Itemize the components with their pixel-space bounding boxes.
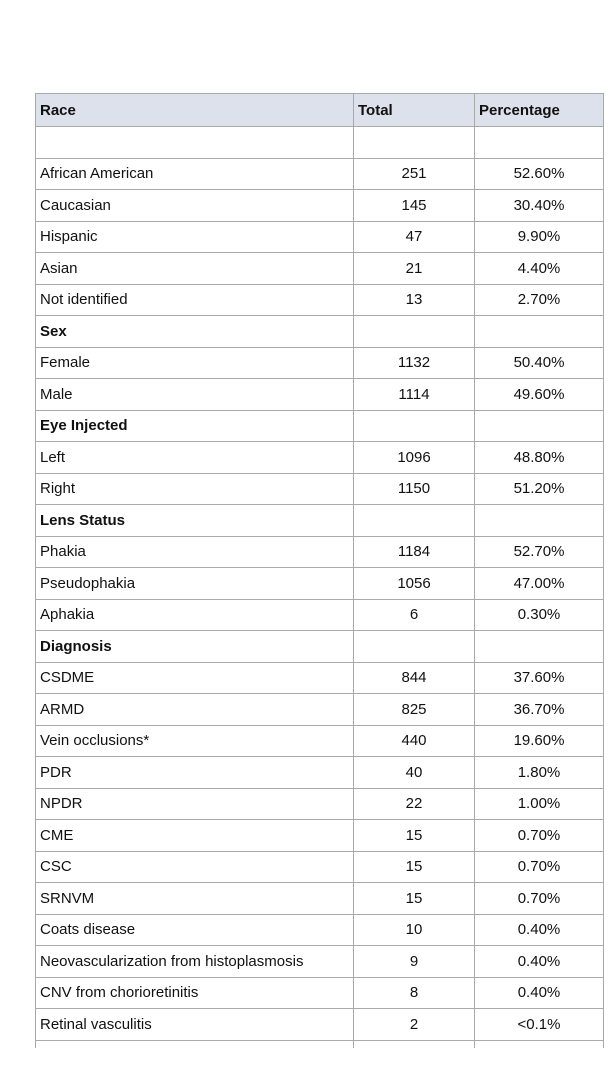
section-header-row [36, 631, 604, 663]
row-label: Caucasian [36, 190, 354, 222]
cutoff-cell [475, 1040, 604, 1048]
total-cell: 8 [354, 977, 475, 1009]
row-label: Retinal vasculitis [36, 1009, 354, 1041]
table-row [36, 127, 604, 159]
percentage-cell: 47.00% [475, 568, 604, 600]
percentage-cell [475, 505, 604, 537]
total-cell: 22 [354, 788, 475, 820]
total-cell: 15 [354, 820, 475, 852]
table-row [36, 1009, 604, 1041]
section-header-row [36, 410, 604, 442]
table-row [36, 442, 604, 474]
total-cell: 1114 [354, 379, 475, 411]
percentage-cell: <0.1% [475, 1009, 604, 1041]
cutoff-row [36, 1040, 604, 1048]
total-cell [354, 316, 475, 348]
table-body [36, 127, 604, 1049]
table-row [36, 473, 604, 505]
row-label: Vein occlusions* [36, 725, 354, 757]
demographics-table [35, 93, 604, 1048]
percentage-cell: 0.70% [475, 851, 604, 883]
row-label: Pseudophakia [36, 568, 354, 600]
row-label: Male [36, 379, 354, 411]
table-row [36, 347, 604, 379]
table-row [36, 788, 604, 820]
total-cell: 1056 [354, 568, 475, 600]
percentage-cell: 19.60% [475, 725, 604, 757]
table-row [36, 946, 604, 978]
percentage-cell: 0.40% [475, 914, 604, 946]
percentage-cell: 1.00% [475, 788, 604, 820]
total-cell: 145 [354, 190, 475, 222]
total-cell: 1184 [354, 536, 475, 568]
table-row [36, 221, 604, 253]
total-cell [354, 127, 475, 159]
cutoff-cell [354, 1040, 475, 1048]
table-row [36, 190, 604, 222]
table-row [36, 914, 604, 946]
total-cell: 10 [354, 914, 475, 946]
total-cell [354, 631, 475, 663]
percentage-cell: 1.80% [475, 757, 604, 789]
table-row [36, 662, 604, 694]
table-row [36, 379, 604, 411]
percentage-cell: 37.60% [475, 662, 604, 694]
percentage-cell: 0.70% [475, 883, 604, 915]
row-label: African American [36, 158, 354, 190]
section-label: Lens Status [36, 505, 354, 537]
total-cell: 251 [354, 158, 475, 190]
percentage-cell: 0.70% [475, 820, 604, 852]
row-label: Phakia [36, 536, 354, 568]
row-label: Female [36, 347, 354, 379]
percentage-cell: 4.40% [475, 253, 604, 285]
percentage-cell: 52.70% [475, 536, 604, 568]
percentage-cell: 36.70% [475, 694, 604, 726]
total-cell: 15 [354, 851, 475, 883]
percentage-cell: 52.60% [475, 158, 604, 190]
total-cell: 21 [354, 253, 475, 285]
table-row [36, 851, 604, 883]
table-row [36, 568, 604, 600]
total-cell: 1132 [354, 347, 475, 379]
percentage-cell: 9.90% [475, 221, 604, 253]
total-cell: 47 [354, 221, 475, 253]
section-label: Diagnosis [36, 631, 354, 663]
row-label: CNV from chorioretinitis [36, 977, 354, 1009]
row-label: Not identified [36, 284, 354, 316]
total-cell [354, 505, 475, 537]
section-label: Sex [36, 316, 354, 348]
total-cell [354, 410, 475, 442]
row-label: CME [36, 820, 354, 852]
percentage-cell [475, 127, 604, 159]
section-header-row [36, 505, 604, 537]
total-cell: 1150 [354, 473, 475, 505]
total-cell: 1096 [354, 442, 475, 474]
section-header-row [36, 316, 604, 348]
total-cell: 9 [354, 946, 475, 978]
percentage-cell: 0.40% [475, 946, 604, 978]
total-cell: 844 [354, 662, 475, 694]
percentage-cell: 49.60% [475, 379, 604, 411]
row-label [36, 127, 354, 159]
table-row [36, 757, 604, 789]
table-row [36, 883, 604, 915]
percentage-cell: 50.40% [475, 347, 604, 379]
column-header-race: Race [36, 94, 354, 127]
percentage-cell: 51.20% [475, 473, 604, 505]
percentage-cell: 0.30% [475, 599, 604, 631]
percentage-cell: 30.40% [475, 190, 604, 222]
table-row [36, 599, 604, 631]
row-label: Right [36, 473, 354, 505]
table-row [36, 725, 604, 757]
table-row [36, 253, 604, 285]
total-cell: 15 [354, 883, 475, 915]
percentage-cell: 0.40% [475, 977, 604, 1009]
percentage-cell [475, 410, 604, 442]
table-row [36, 284, 604, 316]
table-row [36, 694, 604, 726]
row-label: ARMD [36, 694, 354, 726]
row-label: Coats disease [36, 914, 354, 946]
row-label: NPDR [36, 788, 354, 820]
cutoff-cell [36, 1040, 354, 1048]
row-label: Asian [36, 253, 354, 285]
table-header-row [36, 94, 604, 127]
table-row [36, 820, 604, 852]
percentage-cell: 48.80% [475, 442, 604, 474]
row-label: Left [36, 442, 354, 474]
section-label: Eye Injected [36, 410, 354, 442]
column-header-percentage: Percentage [475, 94, 604, 127]
row-label: Aphakia [36, 599, 354, 631]
total-cell: 2 [354, 1009, 475, 1041]
table-row [36, 977, 604, 1009]
percentage-cell [475, 631, 604, 663]
table-row [36, 536, 604, 568]
row-label: CSDME [36, 662, 354, 694]
percentage-cell [475, 316, 604, 348]
total-cell: 40 [354, 757, 475, 789]
total-cell: 13 [354, 284, 475, 316]
total-cell: 440 [354, 725, 475, 757]
row-label: CSC [36, 851, 354, 883]
row-label: Hispanic [36, 221, 354, 253]
row-label: Neovascularization from histoplasmosis [36, 946, 354, 978]
percentage-cell: 2.70% [475, 284, 604, 316]
total-cell: 825 [354, 694, 475, 726]
row-label: SRNVM [36, 883, 354, 915]
column-header-total: Total [354, 94, 475, 127]
total-cell: 6 [354, 599, 475, 631]
row-label: PDR [36, 757, 354, 789]
table-row [36, 158, 604, 190]
